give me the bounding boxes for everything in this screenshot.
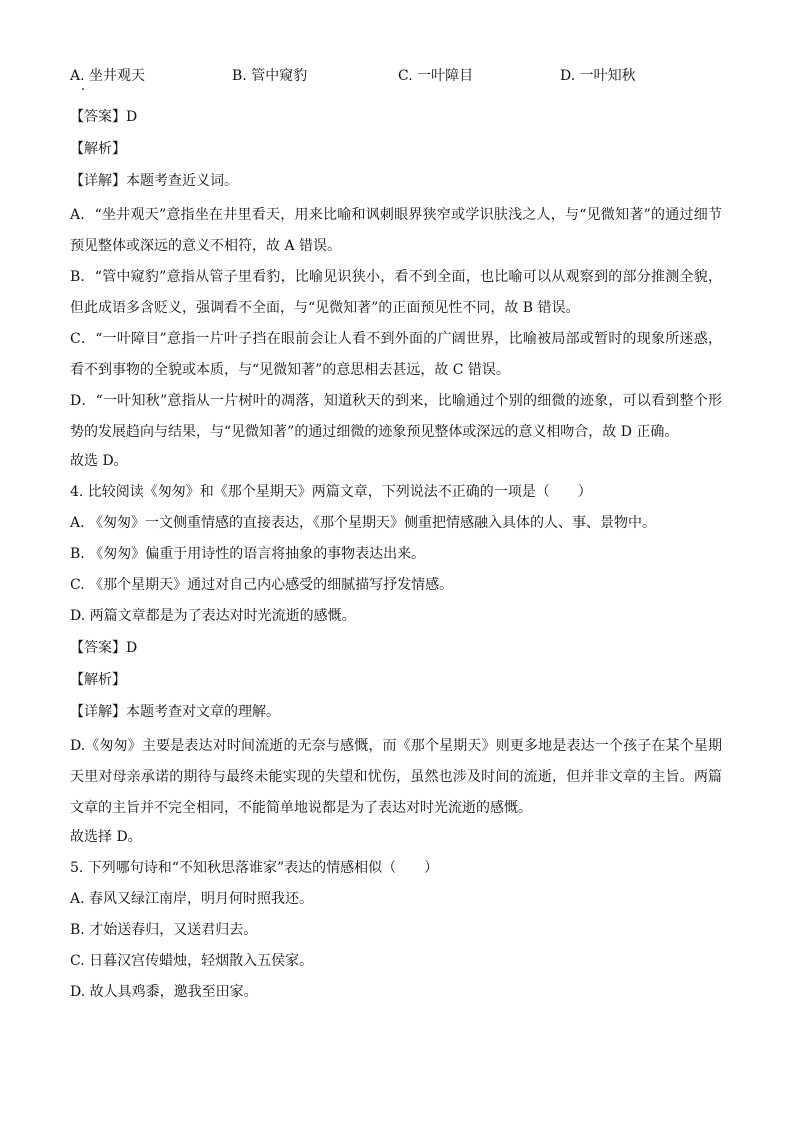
q3-detail-heading: 【详解】本题考查近义词。 <box>70 173 238 189</box>
q3-explain-a: A．“坐井观天”意指坐在井里看天，用来比喻和讽刺眼界狭窄或学识肤浅之人，与“见微知著”的通过细节预见整体或深远的意义不相符，故 A 错误。 <box>70 207 722 254</box>
q3-options-row <box>70 66 730 86</box>
q4-analysis-heading: 【解析】 <box>70 672 126 688</box>
stray-dot-mark <box>82 88 84 90</box>
q5-option-b: B. 才始送春归，又送君归去。 <box>70 922 258 938</box>
q3-option-c: C. 一叶障目 <box>398 68 474 84</box>
q3-explain-d: D．“一叶知秋”意指从一片树叶的凋落，知道秋天的到来，比喻通过个别的细微的迹象，可以看到整个形势的发展趋向与结果，与“见微知著”的通过细微的迹象预见整体或深远的意义相吻合，故 D 正确。 <box>70 393 722 440</box>
q5-stem: 5. 下列哪句诗和“不知秋思落谁家”表达的情感相似（ ） <box>70 860 439 876</box>
q3-option-d: D. 一叶知秋 <box>560 68 636 84</box>
q4-option-a: A. 《匆匆》一文侧重情感的直接表达，《那个星期天》侧重把情感融入具体的人、事、景物中。 <box>70 515 657 531</box>
q3-answer: 【答案】D <box>70 109 138 125</box>
q3-explain-b: B．“管中窥豹”意指从管子里看豹，比喻见识狭小，看不到全面，也比喻可以从观察到的部分推测全貌，但此成语多含贬义，强调看不全面，与“见微知著”的正面预见性不同，故 B 错误。 <box>70 269 722 316</box>
q5-option-d: D. 故人具鸡黍，邀我至田家。 <box>70 984 258 1000</box>
q5-option-c: C. 日暮汉宫传蜡烛，轻烟散入五侯家。 <box>70 953 314 969</box>
q3-option-a: A. 坐井观天 <box>70 68 146 84</box>
q4-explain: D.《匆匆》主要是表达对时间流逝的无奈与感慨，而《那个星期天》则更多地是表达一个孩子在某个星期天里对母亲承诺的期待与最终未能实现的失望和忧伤，虽然也涉及时间的流逝，但并非文章的主旨。两篇文章的主旨并不完全相同，不能简单地说都是为了表达对时光流逝的感慨。 <box>70 738 722 816</box>
q4-option-c: C. 《那个星期天》通过对自己内心感受的细腻描写抒发情感。 <box>70 577 454 593</box>
q3-choose: 故选 D。 <box>70 453 128 469</box>
q4-choose: 故选择 D。 <box>70 829 142 845</box>
q4-detail-heading: 【详解】本题考查对文章的理解。 <box>70 704 280 720</box>
q4-answer: 【答案】D <box>70 640 138 656</box>
q3-explain-c: C．“一叶障目”意指一片叶子挡在眼前会让人看不到外面的广阔世界，比喻被局部或暂时的现象所迷惑，看不到事物的全貌或本质，与“见微知著”的意思相去甚远，故 C 错误。 <box>70 331 722 378</box>
q3-analysis-heading: 【解析】 <box>70 141 126 157</box>
q4-stem: 4. 比较阅读《匆匆》和《那个星期天》两篇文章，下列说法不正确的一项是（ ） <box>70 484 592 500</box>
q4-option-d: D. 两篇文章都是为了表达对时光流逝的感慨。 <box>70 608 356 624</box>
q4-option-b: B. 《匆匆》偏重于用诗性的语言将抽象的事物表达出来。 <box>70 546 426 562</box>
q5-option-a: A. 春风又绿江南岸，明月何时照我还。 <box>70 891 314 907</box>
q3-option-b: B. 管中窥豹 <box>232 68 308 84</box>
